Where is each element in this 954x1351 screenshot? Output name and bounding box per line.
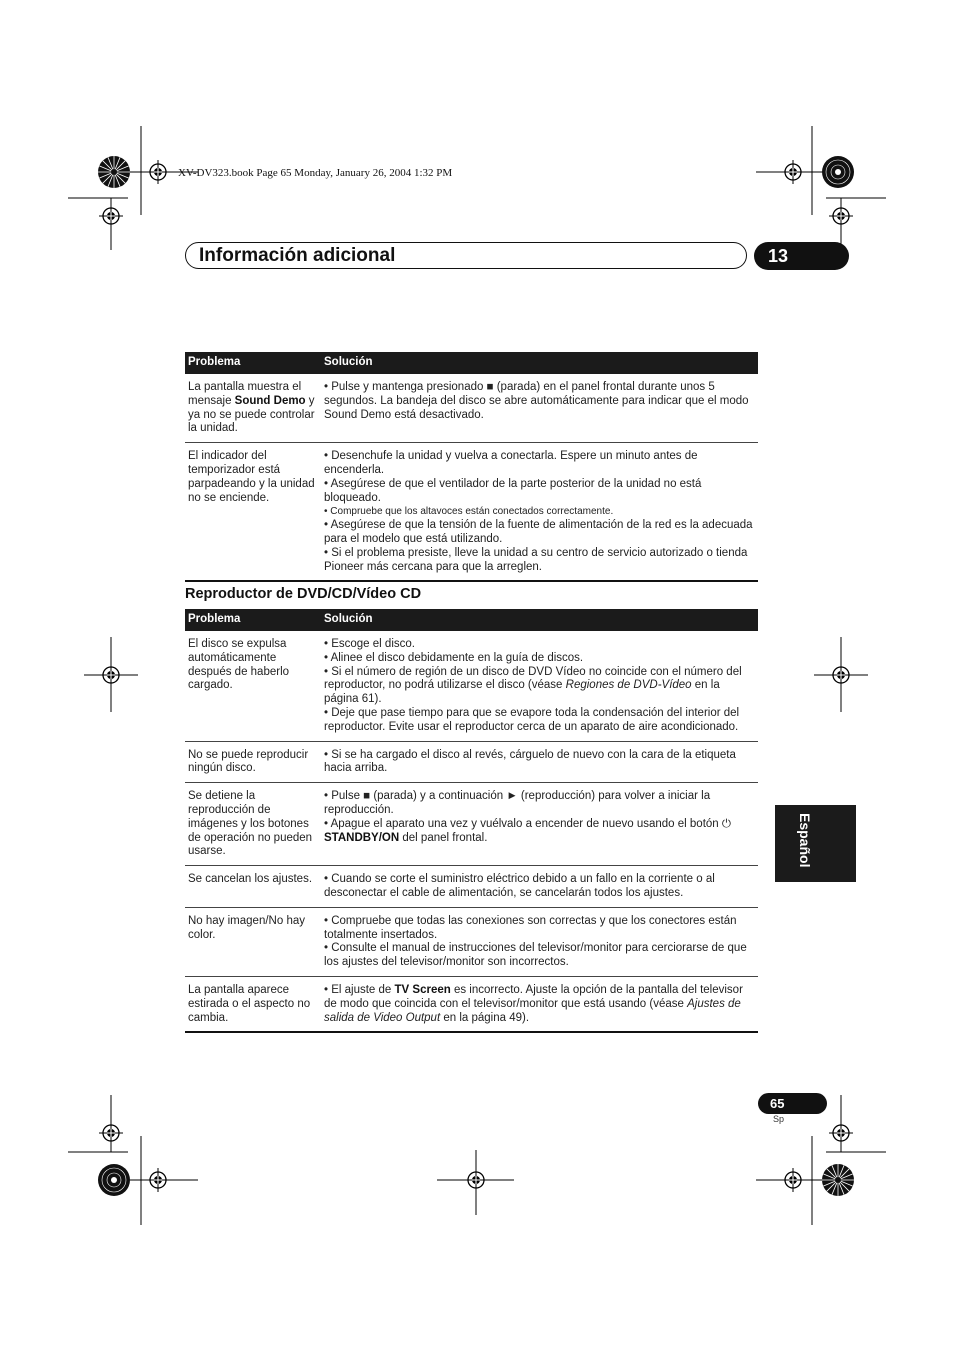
solution-cell: • Cuando se corte el suministro eléctrico debido a un fallo en la corriente o al desconectar el cable de alimentación, se cancelarán todos los ajustes. bbox=[321, 866, 758, 908]
solution-cell: • Compruebe que todas las conexiones son correctas y que los conectores están totalmente insertados. • Consulte el manual de instrucciones del televisor/monitor para cerciorarse de que los ajustes del televisor/monitor son incorrectos. bbox=[321, 907, 758, 976]
table-row bbox=[185, 783, 758, 866]
column-header-solution: Solución bbox=[321, 352, 758, 374]
chapter-number: 13 bbox=[768, 246, 789, 266]
table-row bbox=[185, 976, 758, 1032]
troubleshooting-table-dvd bbox=[185, 609, 758, 1033]
table-row bbox=[185, 631, 758, 741]
problem-cell: El disco se expulsa automáticamente después de haberlo cargado. bbox=[185, 631, 321, 741]
table-row bbox=[185, 866, 758, 908]
section-heading: Reproductor de DVD/CD/Vídeo CD bbox=[185, 586, 422, 602]
page-language-code: Sp bbox=[773, 1114, 785, 1124]
problem-cell: Se cancelan los ajustes. bbox=[185, 866, 321, 908]
table-row bbox=[185, 443, 758, 582]
language-tab bbox=[775, 805, 856, 882]
problem-cell: Se detiene la reproducción de imágenes y los botones de operación no pueden usarse. bbox=[185, 783, 321, 866]
power-icon: ⏻ bbox=[721, 817, 731, 830]
play-icon: ► bbox=[506, 790, 518, 803]
file-info-header: XV-DV323.book Page 65 Monday, January 26, 2004 1:32 PM bbox=[178, 167, 453, 179]
problem-cell: El indicador del temporizador está parpadeando y la unidad no se enciende. bbox=[185, 443, 321, 582]
table-row bbox=[185, 741, 758, 783]
column-header-solution: Solución bbox=[321, 609, 758, 631]
solution-cell: • Si se ha cargado el disco al revés, cárguelo de nuevo con la cara de la etiqueta hacia arriba. bbox=[321, 741, 758, 783]
problem-cell: La pantalla aparece estirada o el aspecto no cambia. bbox=[185, 976, 321, 1032]
stop-icon: ■ bbox=[363, 790, 371, 803]
troubleshooting-table-general bbox=[185, 352, 758, 582]
sound-demo-label: Sound Demo bbox=[234, 394, 306, 407]
solution-cell: • El ajuste de TV Screen es incorrecto. Ajuste la opción de la pantalla del televisor de modo que coincida con el televisor/monitor que está usando (véase Ajustes de salida de Video Output en la página 49). bbox=[321, 976, 758, 1032]
column-header-problem: Problema bbox=[185, 609, 321, 631]
page-number: 65 bbox=[770, 1096, 785, 1111]
page-title: Información adicional bbox=[199, 245, 396, 266]
problem-cell: La pantalla muestra el mensaje Sound Demo y ya no se puede controlar la unidad. bbox=[185, 374, 321, 443]
table-row bbox=[185, 374, 758, 443]
solution-cell: • Escoge el disco. • Alinee el disco debidamente en la guía de discos. • Si el número de región de un disco de DVD Vídeo no coincide con el número del reproductor, no podrá utilizarse el disco (véase Regiones de DVD-Vídeo en la página 61). • Deje que pase tiempo para que se evapore toda la condensación del interior del reproductor. Evite usar el reproductor cerca de un aparato de aire acondicionado. bbox=[321, 631, 758, 741]
problem-cell: No se puede reproducir ningún disco. bbox=[185, 741, 321, 783]
stop-icon: ■ bbox=[486, 381, 494, 393]
column-header-problem: Problema bbox=[185, 352, 321, 374]
page-number-badge bbox=[758, 1093, 827, 1114]
solution-cell: • Pulse ■ (parada) y a continuación ► (reproducción) para volver a iniciar la reproducción. • Apague el aparato una vez y vuélvalo a encender de nuevo usando el botón ⏻ STANDBY/ON del panel frontal. bbox=[321, 783, 758, 866]
table-row bbox=[185, 907, 758, 976]
problem-cell: No hay imagen/No hay color. bbox=[185, 907, 321, 976]
solution-cell: • Pulse y mantenga presionado ■ (parada) en el panel frontal durante unos 5 segundos. La bandeja del disco se abre automáticamente para indicar que el modo Sound Demo está desactivado. bbox=[321, 374, 758, 443]
solution-cell: • Desenchufe la unidad y vuelva a conectarla. Espere un minuto antes de encenderla. • Asegúrese de que el ventilador de la parte posterior de la unidad no está bloqueado. • Compruebe que los altavoces están conectados correctamente. • Asegúrese de que la tensión de la fuente de alimentación de la red es la adecuada para el modelo que está utilizando. • Si el problema presiste, lleve la unidad a su centro de servicio autorizado o tienda Pioneer más cercana para que la arreglen. bbox=[321, 443, 758, 582]
tv-screen-label: TV Screen bbox=[394, 983, 451, 996]
standby-on-label: STANDBY/ON bbox=[324, 831, 400, 844]
language-tab-label: Español bbox=[797, 813, 813, 868]
